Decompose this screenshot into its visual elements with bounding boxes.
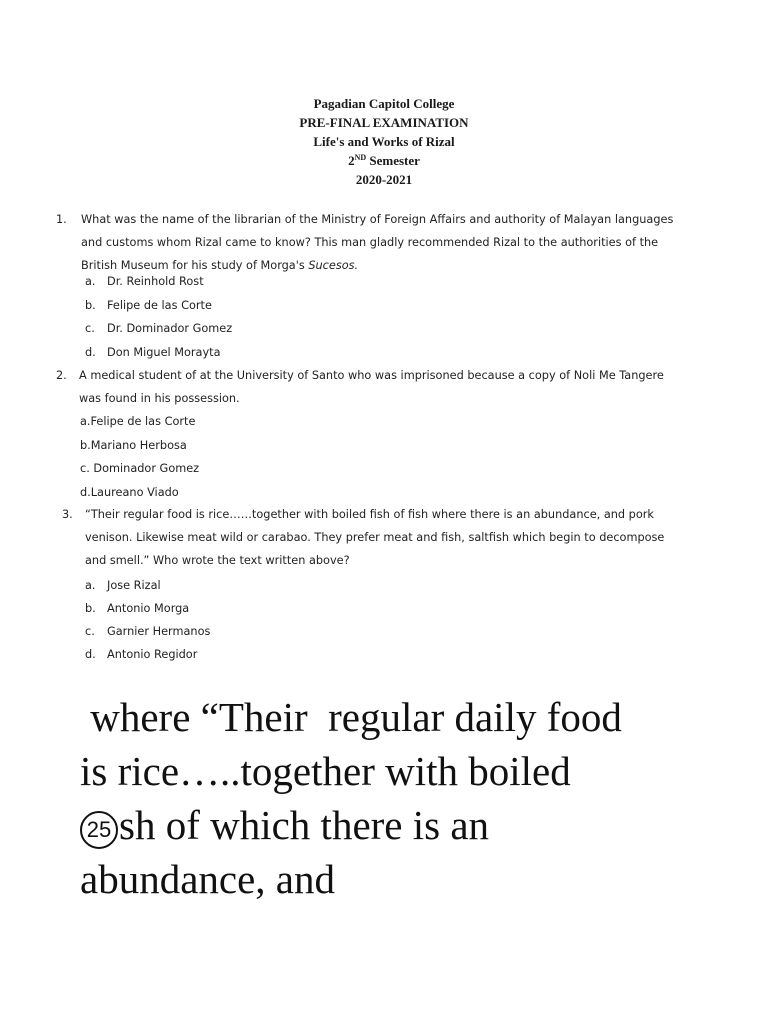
excerpt-line-1: where “Their regular daily food (80, 694, 622, 740)
question-1-italic: Sucesos. (308, 259, 359, 272)
question-3-option-b: b. Antonio Morga (85, 602, 190, 615)
excerpt-line-4: abundance, and (80, 856, 335, 902)
question-2-option-c: c. Dominador Gomez (80, 462, 200, 475)
question-3-number: 3. (62, 508, 73, 521)
question-1-option-a: a. Dr. Reinhold Rost (85, 275, 204, 288)
question-1-number: 1. (56, 213, 67, 226)
question-3-option-a: a. Jose Rizal (85, 579, 161, 592)
question-1-option-c: c. Dr. Dominador Gomez (85, 322, 233, 335)
question-2-option-d: d.Laureano Viado (80, 486, 179, 499)
question-2-text: A medical student of at the University of Santo who was imprisoned because a copy of Noli Me Tangere was found in his possession. (79, 369, 664, 405)
excerpt-block (80, 690, 740, 906)
excerpt-line-3: 25 sh of which there is an (80, 798, 740, 852)
exam-header (0, 94, 768, 189)
school-year: 2020-2021 (355, 172, 413, 187)
excerpt-line-2: is rice…..together with boiled (80, 748, 571, 794)
circled-number: 25 (80, 811, 118, 849)
question-2-option-a: a.Felipe de las Corte (80, 415, 196, 428)
subject-title: Life's and Works of Rizal (313, 134, 455, 149)
question-1-text: What was the name of the librarian of the Ministry of Foreign Affairs and authority of Malayan languages and customs whom Rizal came to know? This man gladly recommended Rizal to the authorities of the British Museum for his study of Morga's Sucesos. (81, 213, 674, 272)
question-3-text: “Their regular food is rice……together with boiled fish of fish where there is an abundance, and pork venison. Likewise meat wild or carabao. They prefer meat and fish, saltfish which begin to decompose and smell.” Who wrote the text written above? (85, 508, 665, 567)
question-2-number: 2. (56, 369, 67, 382)
question-1-option-b: b. Felipe de las Corte (85, 299, 212, 312)
question-1-option-d: d. Don Miguel Morayta (85, 346, 221, 359)
question-2-option-b: b.Mariano Herbosa (80, 439, 187, 452)
exam-title: PRE-FINAL EXAMINATION (299, 115, 469, 130)
question-3-option-d: d. Antonio Regidor (85, 648, 198, 661)
semester-superscript: ND (354, 153, 367, 162)
school-name: Pagadian Capitol College (313, 96, 455, 111)
semester-line: 2ND Semester (348, 153, 420, 168)
question-3-option-c: c. Garnier Hermanos (85, 625, 211, 638)
